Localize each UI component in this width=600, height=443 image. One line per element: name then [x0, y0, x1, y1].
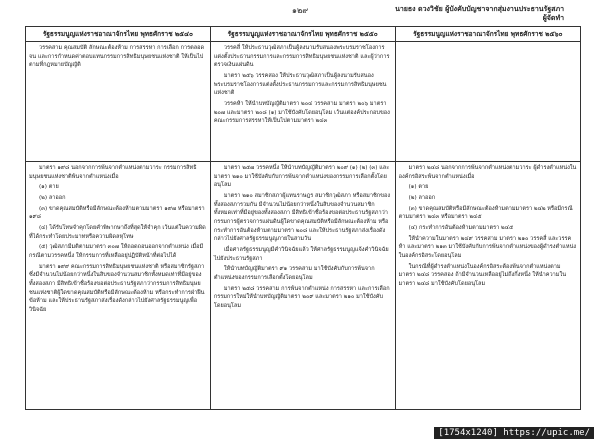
table-cell — [26, 162, 211, 410]
table-cell — [395, 162, 580, 410]
cell-paragraph: มาตรา ๒๕๘ วรรคสาม การพ้นจากตำแหน่ง การสรรหา และการเลือกกรรมการใหม่ให้นำบทบัญญัติมาตรา ๒๐๙ และมาตรา ๒๑๐ มาใช้บังคับโดยอนุโลม — [213, 285, 390, 309]
cell-paragraph: (๔) ได้รับโทษจำคุกโดยคำพิพากษาถึงที่สุดให้จำคุก เว้นแต่ในความผิดที่ได้กระทำโดยประมาทหรือความผิดลหุโทษ — [29, 225, 206, 240]
cell-paragraph: (๒) ลาออก — [39, 195, 66, 202]
cell-paragraph: (๒) ลาออก — [408, 195, 436, 202]
author-role: ผู้จัดทำ — [542, 14, 564, 22]
table-cell — [26, 42, 211, 162]
table-cell — [210, 42, 395, 162]
cell-paragraph: มาตรา ๒๑๐ สมาชิกสภาผู้แทนราษฎร สมาชิกวุฒิสภา หรือสมาชิกของทั้งสองสภารวมกัน มีจำนวนไม่น้อยกว่าหนึ่งในสิบของจำนวนสมาชิกทั้งหมดเท่าที่มีอยู่ของทั้งสองสภา มีสิทธิเข้าชื่อร้องขอต่อประธานรัฐสภาว่ากรรมการผู้ตรวจการแผ่นดินผู้ใดขาดคุณสมบัติหรือมีลักษณะต้องห้าม หรือกระทำการอันต้องห้ามตามมาตรา ๒๐๘ และให้ประธานรัฐสภาส่งเรื่องดังกล่าวไปยังศาลรัฐธรรมนูญภายในสามวัน — [213, 193, 391, 243]
column-header-2560: รัฐธรรมนูญแห่งราชอาณาจักรไทย พุทธศักราช ๒๕๖๐ — [395, 27, 580, 42]
page-number: ๑๒๙ — [291, 6, 309, 15]
cell-paragraph: เมื่อศาลรัฐธรรมนูญมีคำวินิจฉัยแล้ว ให้ศาลรัฐธรรมนูญแจ้งคำวินิจฉัยไปยังประธานรัฐสภา — [213, 246, 389, 262]
table-cell — [210, 162, 395, 410]
cell-paragraph: ให้นำความในมาตรา ๒๔๙ วรรคสาม มาตรา ๒๑๐ วรรคสี่ และวรรคห้า และมาตรา ๒๑๓ มาใช้บังคับกับการพ้นจากตำแหน่งของผู้ดำรงตำแหน่งในองค์กรอิสระโดยอนุโลม — [398, 235, 577, 259]
column-header-2550: รัฐธรรมนูญแห่งราชอาณาจักรไทย พุทธศักราช ๒๕๕๐ — [210, 27, 395, 42]
cell-paragraph: ในกรณีที่ผู้ดำรงตำแหน่งในองค์กรอิสระต้องพ้นจากตำแหน่งตามมาตรา ๒๔๘ วรรคสอง ถ้ามีจำนวนเหลืออยู่ไม่ถึงกึ่งหนึ่ง ให้นำความในมาตรา ๒๔๘ มาใช้บังคับโดยอนุโลม — [398, 263, 567, 287]
cell-paragraph: (๕) วุฒิสภามีมติตามมาตรา ๓๐๗ ให้ถอดถอนออกจากตำแหน่ง เมื่อมีกรณีตามวรรคหนึ่ง ให้กรรมการที่เหลืออยู่ปฏิบัติหน้าที่ต่อไปได้ — [29, 244, 204, 259]
column-header-2540: รัฐธรรมนูญแห่งราชอาณาจักรไทย พุทธศักราช ๒๕๔๐ — [26, 27, 211, 42]
cell-paragraph: (๑) ตาย — [408, 184, 429, 191]
cell-paragraph: วรรคห้า ให้นำบทบัญญัติมาตรา ๒๐๔ วรรคสาม มาตรา ๒๐๖ มาตรา ๒๐๗ และมาตรา ๒๐๘ (๑) มาใช้บังคับโดยอนุโลม เว้นแต่องค์ประกอบของคณะกรรมการสรรหาให้เป็นไปตามมาตรา ๒๔๓ — [213, 101, 390, 125]
cell-paragraph: มาตรา ๑๙๙ คณะกรรมการสิทธิมนุษยชนแห่งชาติ หรือสมาชิกรัฐสภาซึ่งมีจำนวนไม่น้อยกว่าหนึ่งในสิบของจำนวนสมาชิกทั้งหมดเท่าที่มีอยู่ของทั้งสองสภา มีสิทธิเข้าชื่อร้องขอต่อประธานรัฐสภาว่ากรรมการสิทธิมนุษยชนแห่งชาติผู้ใดขาดคุณสมบัติหรือมีลักษณะต้องห้าม หรือกระทำการฝ่าฝืนข้อห้าม และให้ประธานรัฐสภาส่งเรื่องดังกล่าวไปยังศาลรัฐธรรมนูญเพื่อวินิจฉัย — [29, 263, 205, 313]
cell-paragraph: มาตรา ๒๕๖ วรรคสอง ให้ประธานวุฒิสภาเป็นผู้ลงนามรับสนองพระบรมราชโองการแต่งตั้งประธานกรรมการและกรรมการสิทธิมนุษยชนแห่งชาติ — [213, 73, 387, 97]
author-line: นายธง ดวงวิชัย ผู้บังคับบัญชาจากสุ่มงานประธานรัฐสภา — [395, 5, 564, 13]
comparison-table — [25, 26, 581, 410]
table-row — [26, 162, 581, 410]
watermark-link[interactable]: [1754x1240] https://upic.me/ — [434, 427, 594, 439]
cell-paragraph: วรรคสี่ ให้ประธานวุฒิสภาเป็นผู้ลงนามรับสนองพระบรมราชโองการแต่งตั้งประธานกรรมการและกรรมการสิทธิมนุษยชนแห่งชาติ และผู้ว่าการตรวจเงินแผ่นดิน — [213, 45, 390, 69]
table-cell — [395, 42, 580, 162]
cell-paragraph: วรรคสาม คุณสมบัติ ลักษณะต้องห้าม การสรรหา การเลือก การตลอดจน และการกำหนดค่าตอบแทนกรรมการสิทธิมนุษยชนแห่งชาติ ให้เป็นไปตามที่กฎหมายบัญญัติ — [29, 45, 205, 69]
cell-paragraph: (๓) ขาดคุณสมบัติหรือมีลักษณะต้องห้ามตามมาตรา ๑๙๗ หรือมาตรา ๑๙๘ — [29, 205, 205, 221]
table-header-row — [26, 27, 581, 42]
cell-paragraph: มาตรา ๒๔๘ นอกจากการพ้นจากตำแหน่งตามวาระ ผู้ดำรงตำแหน่งในองค์กรอิสระพ้นจากตำแหน่งเมื่อ — [398, 165, 577, 180]
cell-paragraph: (๑) ตาย — [39, 184, 59, 191]
cell-paragraph: (๓) ขาดคุณสมบัติหรือมีลักษณะต้องห้ามตามมาตรา ๒๔๒ หรือมีกรณีตามมาตรา ๒๔๓ หรือมาตรา ๒๔๕ — [398, 205, 573, 221]
cell-paragraph: ให้นำบทบัญญัติมาตรา ๙๑ วรรคสาม มาใช้บังคับกับการพ้นจากตำแหน่งของกรรมการเลือกตั้งโดยอนุโลม — [213, 266, 375, 281]
cell-paragraph: (๔) กระทำการอันต้องห้ามตามมาตรา ๒๔๕ — [408, 225, 514, 231]
cell-paragraph: มาตรา ๒๕๗ วรรคหนึ่ง ให้นำบทบัญญัติมาตรา ๒๐๙ (๑) (๒) (๓) และมาตรา ๒๑๐ มาใช้บังคับกับการพ้นจากตำแหน่งของกรรมการเลือกตั้งโดยอนุโลม — [213, 165, 390, 189]
table-row — [26, 42, 581, 162]
cell-paragraph: มาตรา ๑๙๘ นอกจากการพ้นจากตำแหน่งตามวาระ กรรมการสิทธิมนุษยชนแห่งชาติพ้นจากตำแหน่งเมื่อ — [29, 165, 197, 180]
